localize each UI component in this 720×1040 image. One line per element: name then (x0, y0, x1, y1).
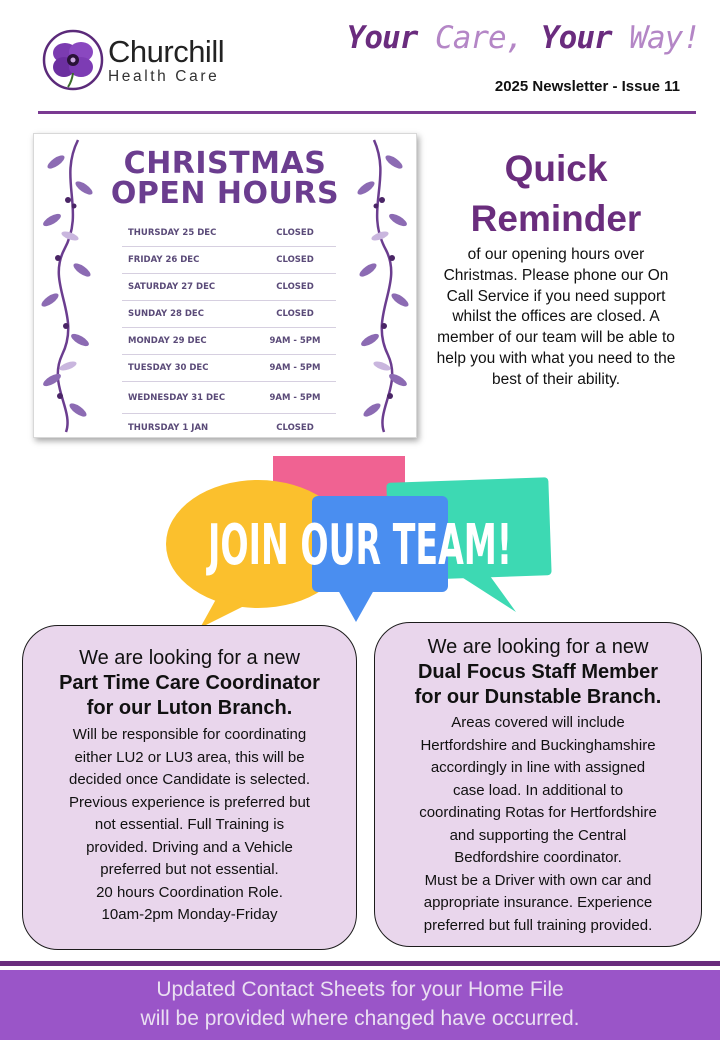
job-description-line: preferred but full training provided. (423, 916, 653, 934)
tagline-part: Way! (629, 20, 700, 56)
job-role: Dual Focus Staff Member (417, 661, 659, 683)
logo-subtitle: Health Care (108, 67, 220, 85)
poppy-logo-icon (42, 29, 104, 91)
job-description-line: Hertfordshire and Buckinghamshire (420, 736, 656, 754)
christmas-title-line2: OPEN HOURS (110, 176, 340, 211)
tagline-part: Your (541, 20, 630, 56)
quick-reminder-title-line1: Quick (504, 148, 608, 189)
job-description-line: Previous experience is preferred but (69, 793, 310, 811)
job-description-line: coordinating Rotas for Hertfordshire (419, 804, 657, 821)
hours-row (122, 274, 336, 301)
hours-day: TUESDAY 30 DEC (128, 363, 209, 373)
job-description-line: not essential. Full Training is (94, 816, 285, 833)
hours-day: THURSDAY 25 DEC (128, 228, 217, 238)
job-description-line: Will be responsible for coordinating (72, 726, 307, 743)
tagline-part: Your (346, 20, 436, 56)
footer-divider (0, 961, 720, 966)
job-card-dunstable (374, 622, 702, 947)
hours-row (122, 247, 336, 274)
hours-status: CLOSED (276, 255, 314, 265)
newsletter-tagline (300, 20, 700, 56)
tagline-part: Care, (435, 20, 542, 56)
hours-row (122, 382, 336, 414)
hours-status: CLOSED (276, 282, 314, 292)
quick-reminder-body: of our opening hours over Christmas. Please phone our On Call Service if you need support whilst the offices are closed. A member of our team will be able to help you with what you need to the best of their ability. (436, 246, 676, 388)
hours-status: CLOSED (276, 422, 314, 433)
opening-hours-table (122, 220, 336, 441)
hours-row (122, 220, 336, 247)
hours-day: WEDNESDAY 31 DEC (128, 392, 226, 403)
hours-status: CLOSED (276, 309, 314, 319)
hours-status: 9AM - 5PM (269, 363, 321, 373)
job-description-line: case load. In additional to (452, 781, 624, 799)
job-description-line: Must be a Driver with own car and (424, 871, 652, 889)
hours-row (122, 355, 336, 382)
hours-row (122, 414, 336, 441)
job-lead: We are looking for a new (79, 647, 300, 669)
hours-day: MONDAY 29 DEC (128, 336, 207, 346)
job-description-line: 20 hours Coordination Role. (96, 883, 283, 901)
job-card-luton (22, 625, 357, 950)
hours-day: SUNDAY 28 DEC (128, 309, 204, 319)
company-logo (42, 28, 262, 92)
footer-line2: will be provided where changed have occurred. (140, 1007, 580, 1030)
job-description-line: either LU2 or LU3 area, this will be (74, 748, 305, 766)
footer-banner (0, 970, 720, 1040)
join-our-team-text: JOIN OUR TEAM! (205, 513, 512, 578)
issue-label: 2025 Newsletter - Issue 11 (494, 78, 680, 95)
job-description-line: provided. Driving and a Vehicle (86, 838, 293, 856)
job-description-line: appropriate insurance. Experience (423, 894, 653, 911)
hours-status: 9AM - 5PM (269, 392, 321, 403)
job-role: Part Time Care Coordinator (59, 672, 320, 694)
header-divider (38, 111, 696, 114)
logo-name: Churchill (108, 33, 225, 69)
christmas-hours-card (33, 133, 417, 438)
hours-row (122, 301, 336, 328)
job-branch: for our Dunstable Branch. (414, 686, 662, 708)
job-branch: for our Luton Branch. (86, 697, 293, 719)
job-description-line: and supporting the Central (449, 826, 627, 844)
quick-reminder-title (440, 144, 672, 244)
hours-day: FRIDAY 26 DEC (128, 255, 200, 265)
job-description-line: decided once Candidate is selected. (69, 771, 310, 788)
job-description-line: Areas covered will include (451, 714, 625, 731)
job-lead: We are looking for a new (427, 636, 649, 658)
hours-row (122, 328, 336, 355)
join-our-team-graphic (160, 452, 560, 632)
hours-status: 9AM - 5PM (269, 336, 321, 346)
hours-day: SATURDAY 27 DEC (128, 282, 216, 292)
job-description-line: accordingly in line with assigned (430, 759, 646, 776)
quick-reminder-title-line2: Reminder (470, 198, 642, 239)
christmas-title-line1: CHRISTMAS (123, 146, 327, 181)
hours-status: CLOSED (276, 228, 314, 238)
hours-day: THURSDAY 1 JAN (128, 422, 209, 433)
job-description-line: 10am-2pm Monday-Friday (101, 906, 278, 923)
job-description-line: preferred but not essential. (100, 861, 279, 878)
footer-line1: Updated Contact Sheets for your Home File (156, 978, 564, 1001)
job-description (23, 724, 356, 927)
job-description (375, 712, 701, 937)
job-description-line: Bedfordshire coordinator. (454, 849, 622, 866)
